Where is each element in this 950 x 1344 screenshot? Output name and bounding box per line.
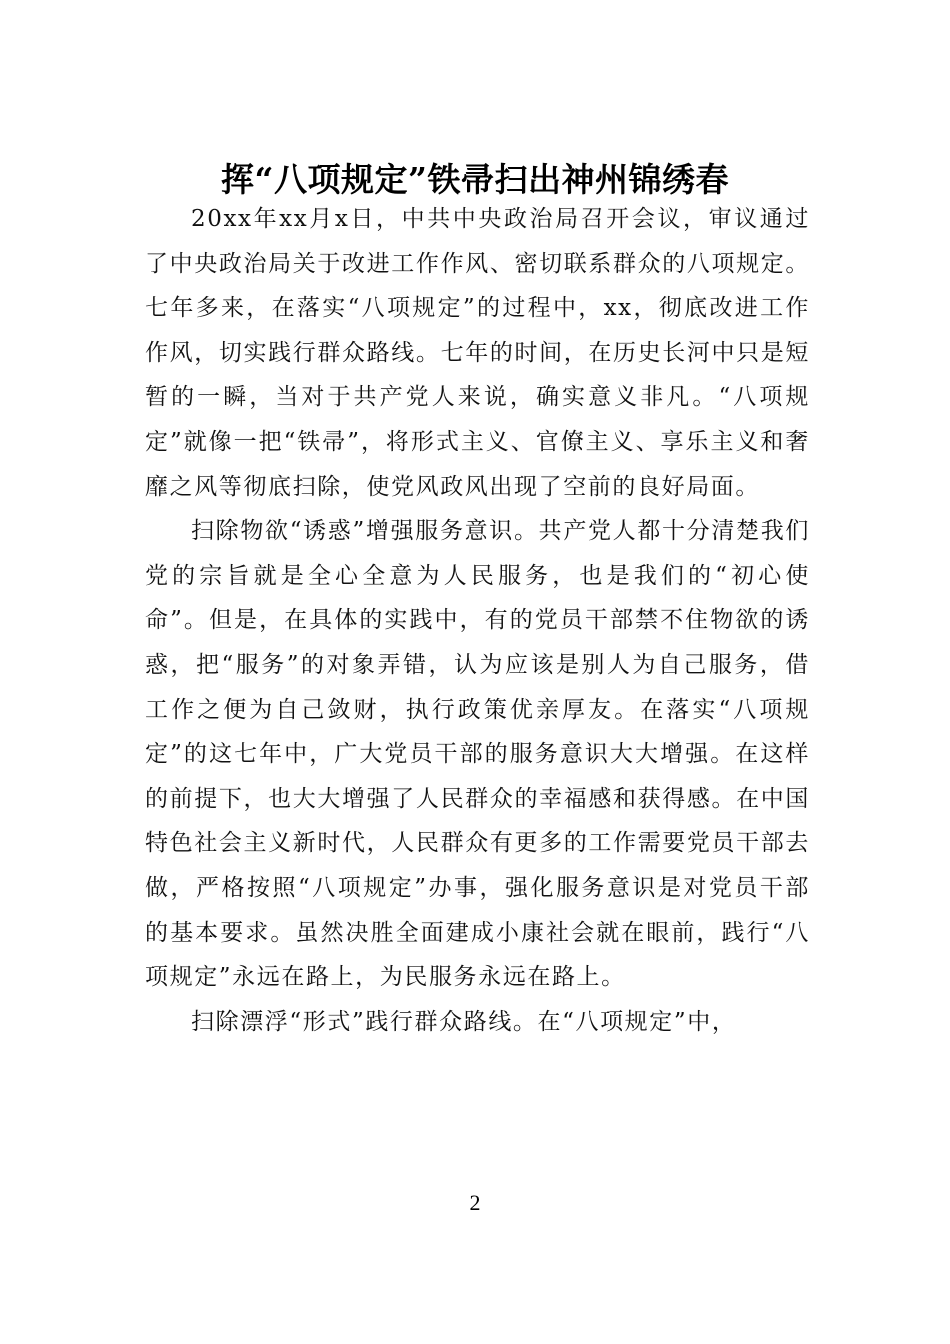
document-title: 挥“八项规定”铁帚扫出神州锦绣春 (221, 160, 729, 200)
paragraph-service-awareness: 扫除物欲“诱惑”增强服务意识。共产党人都十分清楚我们党的宗旨就是全心全意为人民服务，也是我们的“初心使命”。但是，在具体的实践中，有的党员干部禁不住物欲的诱惑，把“服务”的对象弄错，认为应该是别人为自己服务，借工作之便为自己敛财，执行政策优亲厚友。在落实“八项规定”的这七年中，广大党员干部的服务意识大大增强。在这样的前提下，也大大增强了人民群众的幸福感和获得感。在中国特色社会主义新时代，人民群众有更多的工作需要党员干部去做，严格按照“八项规定”办事，强化服务意识是对党员干部的基本要求。虽然决胜全面建成小康社会就在眼前，践行“八项规定”永远在路上，为民服务永远在路上。 (145, 518, 810, 991)
paragraph-mass-line: 扫除漂浮“形式”践行群众路线。在“八项规定”中， (191, 1008, 737, 1035)
document-body (145, 197, 810, 1044)
paragraph-intro: 20xx年xx月x日，中共中央政治局召开会议，审议通过了中央政治局关于改进工作作风、密切联系群众的八项规定。七年多来，在落实“八项规定”的过程中，xx，彻底改进工作作风，切实践行群众路线。七年的时间，在历史长河中只是短暂的一瞬，当对于共产党人来说，确实意义非凡。“八项规定”就像一把“铁帚”，将形式主义、官僚主义、享乐主义和奢靡之风等彻底扫除，使党风政风出现了空前的良好局面。 (145, 206, 810, 500)
page-number: 2 (469, 1190, 481, 1215)
